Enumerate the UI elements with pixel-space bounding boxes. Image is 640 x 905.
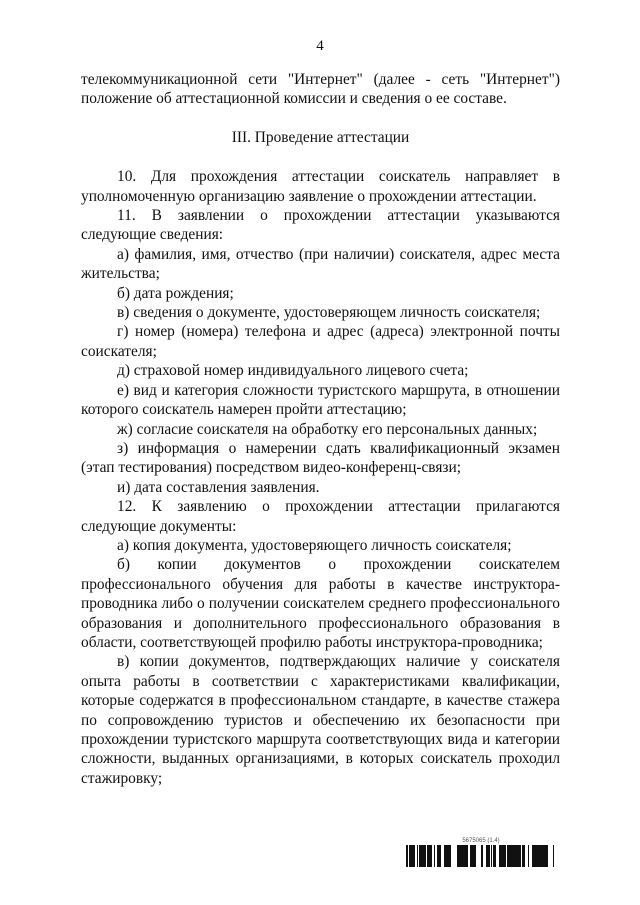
item-12-v: в) копии документов, подтверждающих наличие у соискателя опыта работы в соответствии с характеристиками квалификации, которые содержатся в профессиональном стандарте, в качестве стажера по сопровождению туристов и обеспечению их безопасности при прохождении туристского маршрута соответствующих вида и категории сложности, выданных организациями, в которых соискатель проходил стажировку; (81, 653, 560, 787)
item-12-a: а) копия документа, удостоверяющего личность соискателя; (117, 536, 512, 554)
intro-line-1: телекоммуникационной сети "Интернет" (далее - сеть "Интернет") (81, 71, 560, 88)
item-11-a: а) фамилия, имя, отчество (при наличии) соискателя, адрес места жительства; (81, 245, 560, 283)
item-11-d: д) страховой номер индивидуального лицевого счета; (117, 362, 469, 380)
item-11-e: е) вид и категория сложности туристского маршрута, в отношении которого соискатель намерен пройти аттестацию; (81, 381, 560, 419)
paragraph-10: 10. Для прохождения аттестации соискатель направляет в уполномоченную организацию заявление о прохождении аттестации. (81, 168, 560, 205)
item-11-zh: ж) согласие соискателя на обработку его персональных данных; (117, 420, 538, 438)
barcode-bars (405, 845, 557, 867)
intro-line-2: положение об аттестационной комиссии и сведения о ее составе. (81, 90, 507, 108)
item-12-b: б) копии документов о прохождении соискателем профессионального обучения для работы в качестве инструктора-проводника либо о получении соискателем среднего профессионального образования и дополнительного профессионального образования в области, соответствующей профилю работы инструктора-проводника; (81, 556, 560, 651)
paragraph-12: 12. К заявлению о прохождении аттестации прилагаются следующие документы: (81, 498, 560, 535)
item-11-v: в) сведения о документе, удостоверяющем личность соискателя; (117, 304, 541, 322)
document-body (81, 70, 560, 788)
item-11-i: и) дата составления заявления. (117, 478, 320, 496)
paragraph-11: 11. В заявлении о прохождении аттестации указываются следующие сведения: (81, 207, 560, 244)
item-11-g: г) номер (номера) телефона и адрес (адреса) электронной почты соискателя; (81, 323, 560, 360)
barcode-code: 5675065 (1.4) (462, 838, 500, 844)
item-11-z: з) информация о намерении сдать квалификационный экзамен (этап тестирования) посредством видео-конференц-связи; (81, 439, 560, 477)
page-number: 4 (316, 38, 324, 54)
barcode (405, 838, 557, 867)
item-11-b: б) дата рождения; (117, 284, 234, 302)
section-heading: III. Проведение аттестации (231, 128, 410, 146)
